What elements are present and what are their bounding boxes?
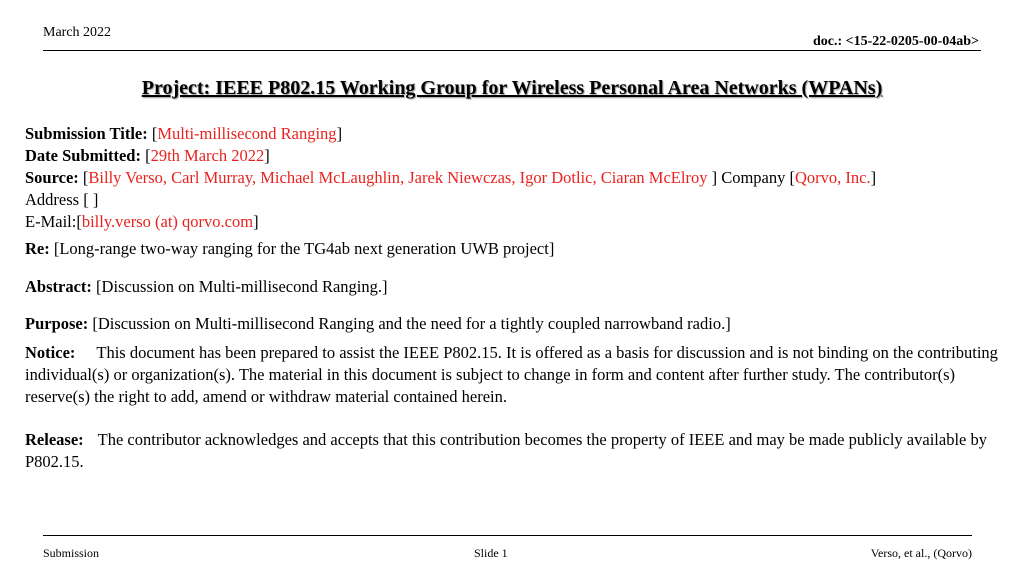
email-value: billy.verso (at) qorvo.com: [81, 212, 254, 231]
submission-title-value: Multi-millisecond Ranging: [157, 124, 337, 143]
notice-label: Notice:: [25, 343, 76, 362]
submission-title-label: Submission Title:: [25, 124, 148, 143]
purpose-text: [Discussion on Multi-millisecond Ranging and the need for a tightly coupled narrowband radio.]: [88, 314, 731, 333]
source-company-text: ] Company [: [707, 168, 795, 187]
date-submitted-row: [25, 145, 270, 167]
re-row: [25, 238, 554, 260]
email-label: E-Mail:[: [25, 212, 82, 231]
date-submitted-close: ]: [264, 146, 270, 165]
submission-title-close: ]: [336, 124, 343, 143]
submission-title-row: [25, 123, 342, 145]
date-submitted-open: [: [140, 146, 151, 165]
address-row: Address [ ]: [25, 190, 99, 209]
abstract-text: [Discussion on Multi-millisecond Ranging.]: [91, 277, 388, 296]
notice-paragraph: [25, 342, 1000, 408]
release-paragraph: [25, 429, 1000, 473]
release-text: The contributor acknowledges and accepts that this contribution becomes the property of IEEE and may be made publicly available by P802.15.: [25, 430, 987, 471]
email-close: ]: [253, 212, 259, 231]
date-submitted-label: Date Submitted:: [25, 146, 141, 165]
re-text: [Long-range two-way ranging for the TG4ab next generation UWB project]: [49, 239, 555, 258]
header-doc-id: doc.: <15-22-0205-00-04ab>: [812, 34, 979, 49]
release-label: Release:: [25, 430, 84, 449]
submission-title-open: [: [147, 124, 158, 143]
page-title: Project: IEEE P802.15 Working Group for Wireless Personal Area Networks (WPANs): [141, 77, 883, 99]
abstract-label: Abstract:: [25, 277, 92, 296]
email-row: [25, 211, 259, 233]
abstract-row: [25, 276, 388, 298]
source-open: [: [78, 168, 89, 187]
footer-authors: Verso, et al., (Qorvo): [870, 546, 972, 560]
source-company: Qorvo, Inc.: [794, 168, 871, 187]
source-row: [25, 167, 876, 189]
re-label: Re:: [25, 239, 50, 258]
source-close: ]: [870, 168, 877, 187]
purpose-label: Purpose:: [25, 314, 89, 333]
header-divider: [43, 50, 981, 51]
date-submitted-value: 29th March 2022: [150, 146, 265, 165]
footer-submission: Submission: [43, 546, 100, 560]
source-label: Source:: [25, 168, 79, 187]
purpose-row: [25, 313, 731, 335]
footer-slide-number: Slide 1: [474, 546, 508, 560]
footer-divider: [43, 535, 972, 536]
header-date: March 2022: [43, 25, 112, 40]
notice-text: This document has been prepared to assist the IEEE P802.15. It is offered as a basis for discussion and is not binding on the contributing individual(s) or organization(s). The material in this document is subject to change in form and content after further study. The contributor(s) reserve(s) the right to add, amend or withdraw material contained herein.: [25, 343, 998, 406]
source-authors: Billy Verso, Carl Murray, Michael McLaughlin, Jarek Niewczas, Igor Dotlic, Ciaran McElroy: [88, 168, 708, 187]
